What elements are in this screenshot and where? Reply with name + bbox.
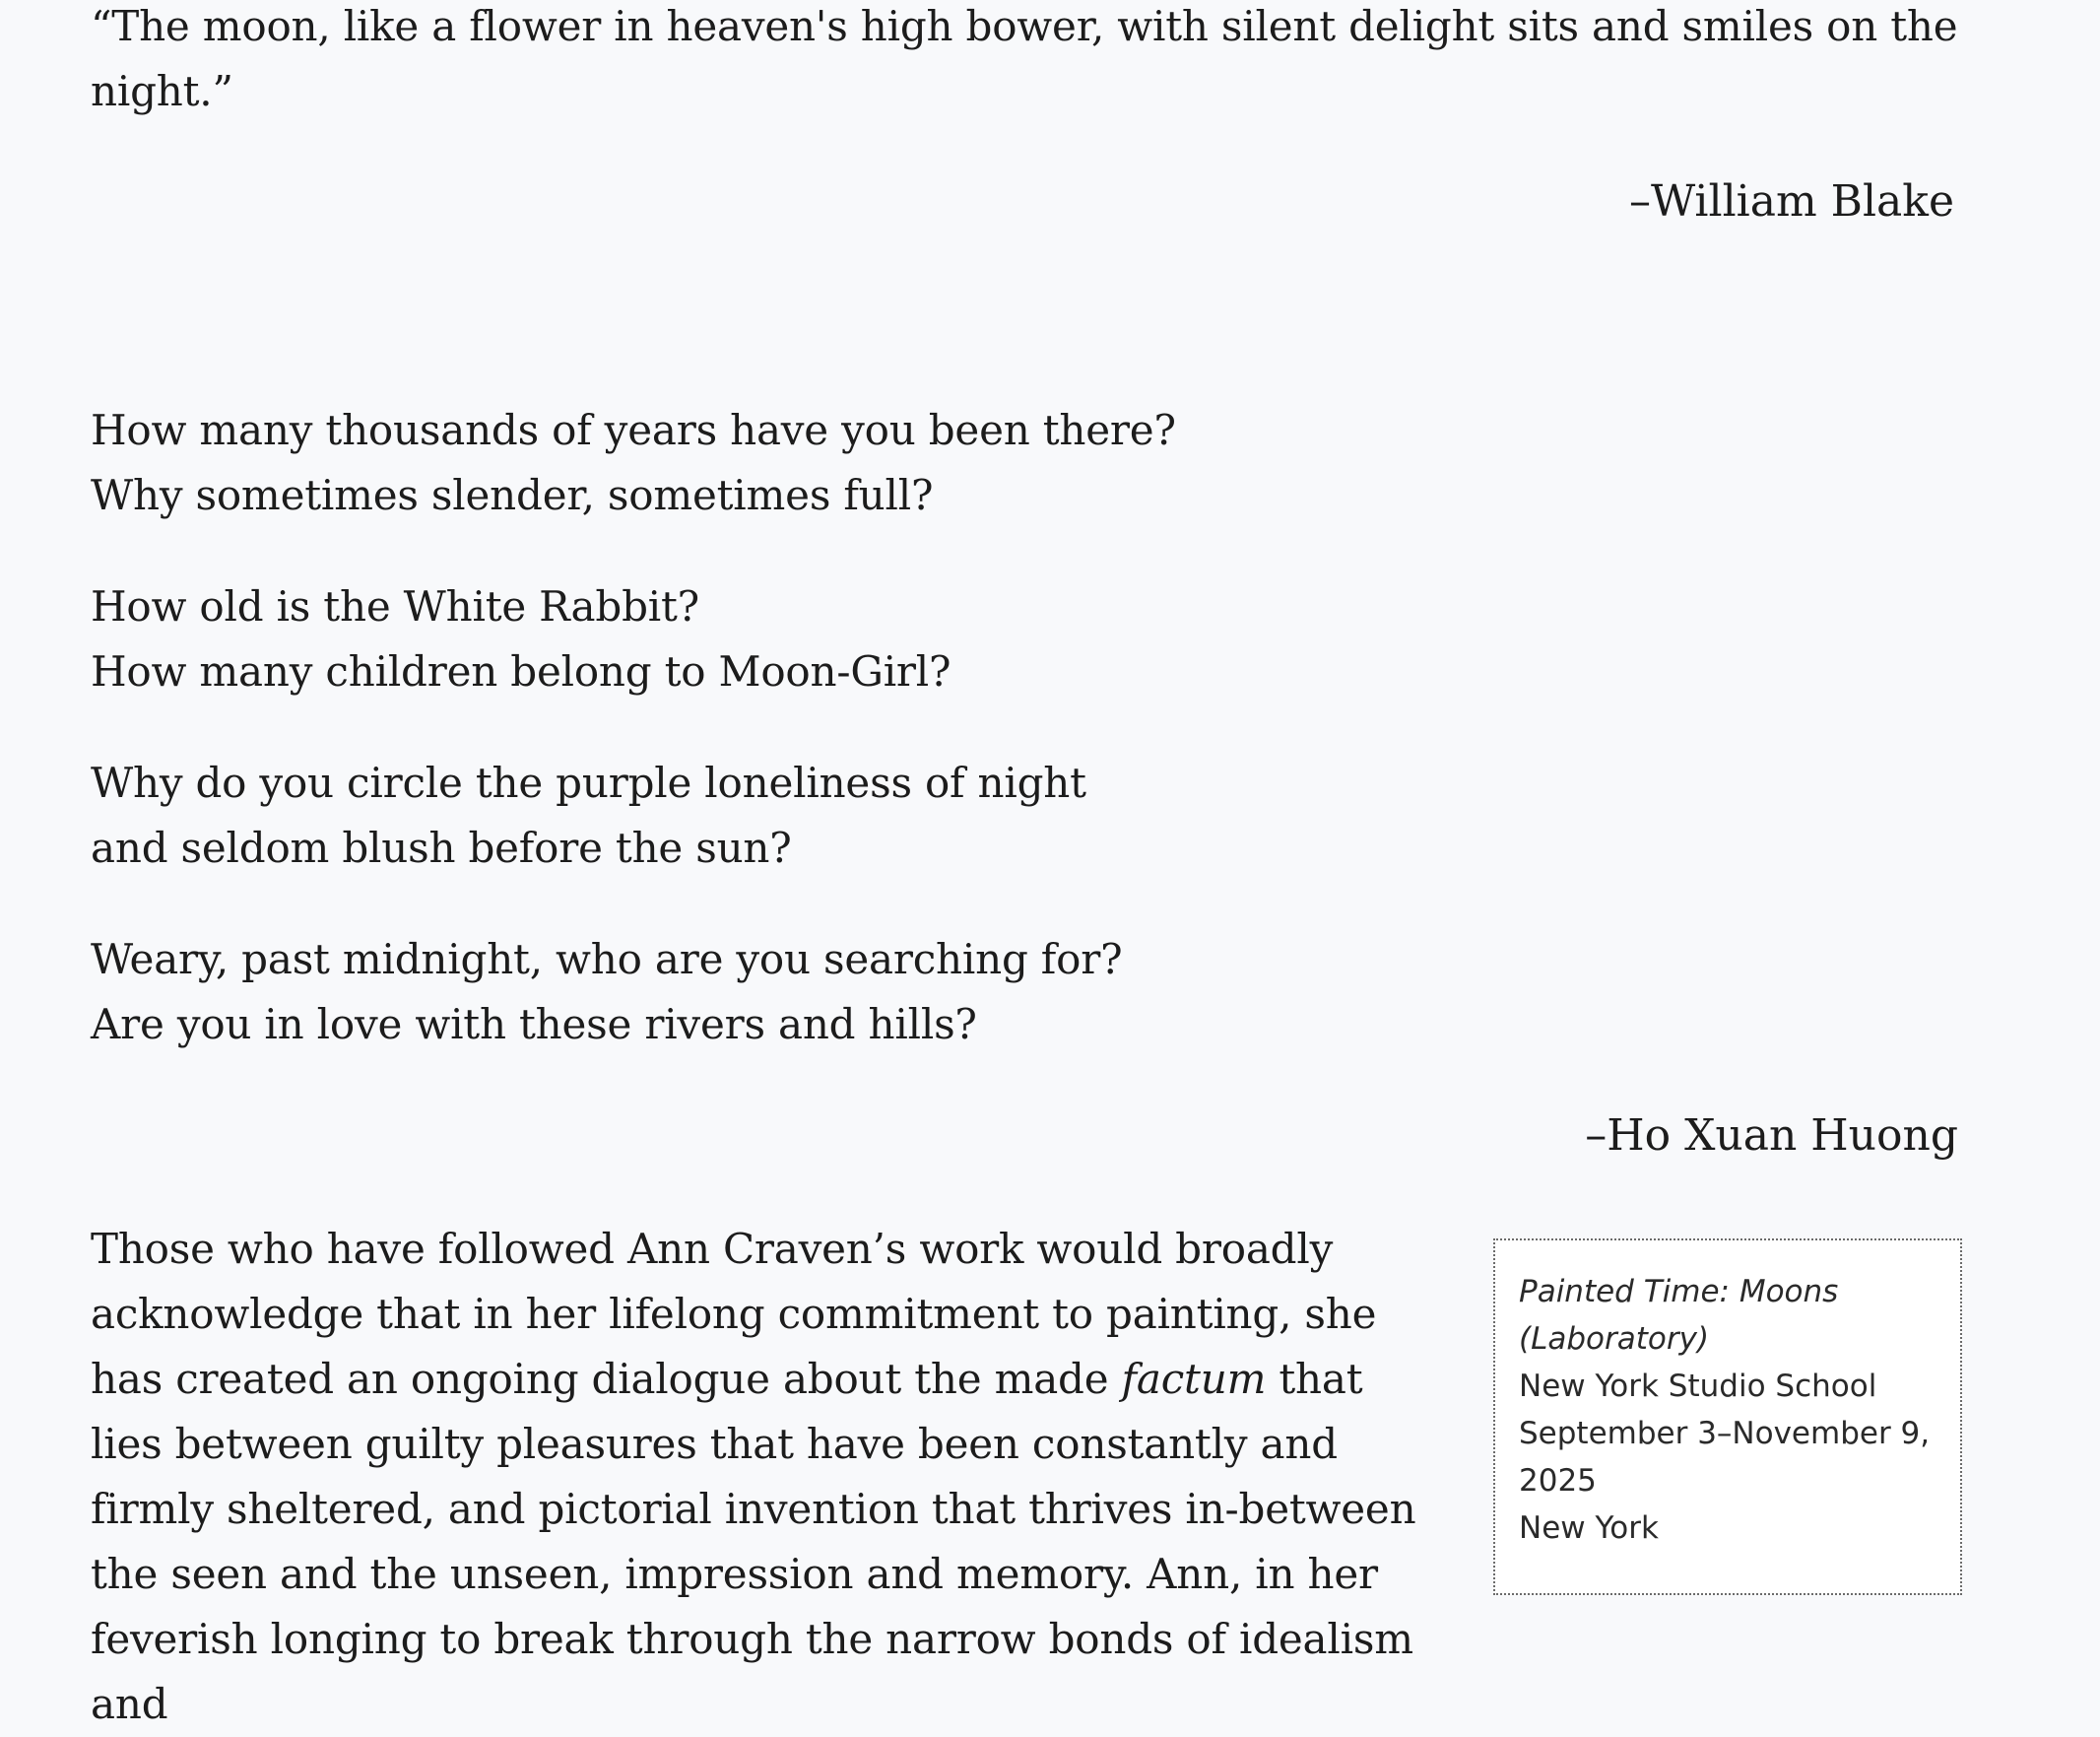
poem-line: Weary, past midnight, who are you searching for? [91,935,1123,983]
epigraph-quote: “The moon, like a flower in heaven's high bower, with silent delight sits and smiles on the night.” [91,2,1958,115]
epigraph-attribution: –William Blake [1628,176,1954,227]
poem-stanza [91,927,1176,1057]
exhibition-dates: September 3–November 9, 2025 [1519,1416,1931,1499]
poem-stanza [91,398,1176,528]
essay-text: that lies between guilty pleasures that have been constantly and firmly sheltered, and pictorial invention that thrives in-between the seen and the unseen, impression and memory. Ann, in her feverish longing to break through the narrow bonds of idealism and [91,1355,1416,1728]
poem-line: Why do you circle the purple loneliness of night [91,759,1086,807]
poem-stanza [91,574,1176,704]
poem-attribution: –Ho Xuan Huong [1585,1110,1958,1161]
exhibition-info-box [1493,1238,1962,1595]
exhibition-city: New York [1519,1510,1659,1546]
exhibition-venue: New York Studio School [1519,1369,1877,1404]
exhibition-title: Painted Time: Moons (Laboratory) [1519,1274,1839,1357]
poem-line: How old is the White Rabbit? [91,582,700,631]
poem-line: How many children belong to Moon-Girl? [91,647,952,696]
poem-stanza [91,751,1176,881]
poem-line: Are you in love with these rivers and hills? [91,1000,977,1048]
poem [91,398,1176,1103]
essay-paragraph [91,1217,1440,1737]
essay-italic-term: factum [1121,1355,1267,1403]
poem-line: and seldom blush before the sun? [91,824,792,872]
essay-text: Those who have followed Ann Craven’s work would broadly acknowledge that in her lifelong commitment to painting, she has created an ongoing dialogue about the made [91,1225,1377,1403]
poem-line: Why sometimes slender, sometimes full? [91,471,934,519]
poem-line: How many thousands of years have you been there? [91,406,1176,454]
